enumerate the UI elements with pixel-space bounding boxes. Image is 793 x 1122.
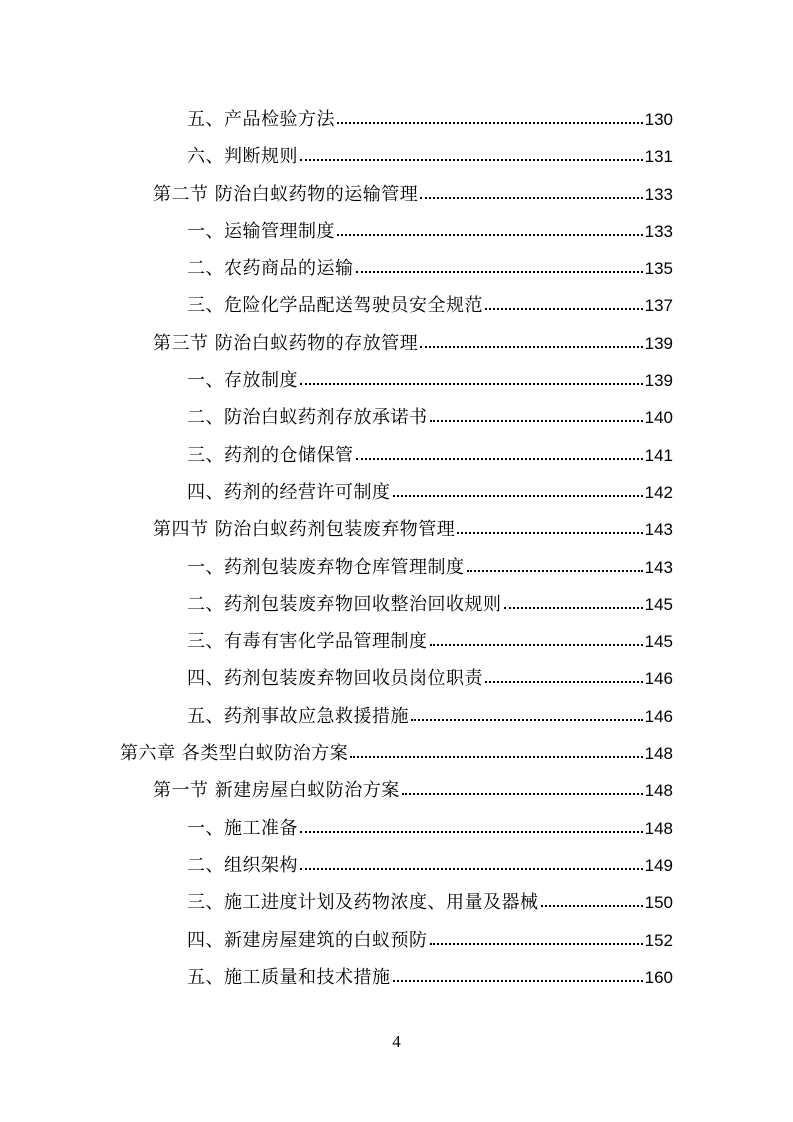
toc-entry[interactable]: [0, 101, 793, 138]
toc-entry-label: 三、有毒有害化学品管理制度: [187, 631, 428, 653]
toc-entry[interactable]: [0, 884, 793, 921]
toc-entry-page: 145: [644, 594, 673, 614]
toc-entry-page: 148: [644, 781, 673, 801]
toc-entry-label: 三、危险化学品配送驾驶员安全规范: [187, 295, 483, 317]
toc-entry-page: 143: [644, 520, 673, 540]
toc-entry-label: 二、组织架构: [187, 854, 298, 876]
toc-entry[interactable]: [0, 399, 793, 436]
toc-entry-label: 第一节 新建房屋白蚁防治方案: [153, 780, 400, 802]
dot-leader: [457, 530, 642, 534]
toc-entry-page: 133: [644, 184, 673, 204]
dot-leader: [356, 269, 643, 273]
toc-entry[interactable]: [0, 772, 793, 809]
toc-entry[interactable]: [0, 549, 793, 586]
toc-entry-page: 148: [644, 818, 673, 838]
toc-entry-page: 130: [644, 110, 673, 129]
dot-leader: [430, 642, 643, 646]
dot-leader: [350, 754, 642, 758]
toc-entry-label: 一、药剂包装废弃物仓库管理制度: [187, 556, 465, 578]
toc-entry-label: 第六章 各类型白蚁防治方案: [120, 743, 349, 765]
toc-entry-page: 160: [644, 967, 673, 987]
dot-leader: [430, 418, 643, 422]
toc-entry-page: 146: [644, 706, 673, 726]
dot-leader: [393, 493, 643, 497]
dot-leader: [485, 306, 643, 310]
toc-entry[interactable]: [0, 437, 793, 474]
dot-leader: [300, 866, 643, 870]
toc-entry[interactable]: [0, 474, 793, 511]
dot-leader: [541, 903, 643, 907]
dot-leader: [337, 232, 643, 236]
dot-leader: [402, 791, 643, 795]
toc-entry-label: 二、药剂包装废弃物回收整治回收规则: [187, 593, 502, 615]
toc-entry[interactable]: [0, 735, 793, 772]
toc-entry-page: 133: [644, 221, 673, 241]
toc-entry[interactable]: [0, 586, 793, 623]
toc-entry[interactable]: [0, 660, 793, 697]
dot-leader: [420, 344, 642, 348]
toc-entry-page: 141: [644, 445, 673, 465]
toc-entry[interactable]: [0, 325, 793, 362]
toc-entry[interactable]: [0, 138, 793, 175]
toc-entry-page: 142: [644, 482, 673, 502]
dot-leader: [300, 157, 643, 161]
toc-entry[interactable]: [0, 511, 793, 548]
toc-entry[interactable]: [0, 362, 793, 399]
toc-entry-label: 一、运输管理制度: [187, 220, 335, 242]
toc-entry[interactable]: [0, 250, 793, 287]
toc-entry[interactable]: [0, 922, 793, 959]
toc-entry-label: 第四节 防治白蚁药剂包装废弃物管理: [153, 519, 456, 541]
toc-entry-label: 五、药剂事故应急救援措施: [187, 705, 409, 727]
toc-entry-page: 135: [644, 259, 673, 279]
toc-entry[interactable]: [0, 176, 793, 213]
toc-entry-page: 148: [644, 744, 673, 764]
toc-entry-label: 一、存放制度: [187, 370, 298, 392]
toc-entry-page: 137: [644, 296, 673, 316]
toc-entry[interactable]: [0, 213, 793, 250]
toc-entry-page: 146: [644, 669, 673, 689]
dot-leader: [504, 605, 643, 609]
dot-leader: [300, 829, 643, 833]
toc-entry-page: 143: [644, 557, 673, 577]
dot-leader: [300, 381, 643, 385]
page-number: 4: [392, 1032, 401, 1051]
toc-entry-label: 六、判断规则: [187, 146, 298, 168]
toc-entry-page: 140: [644, 408, 673, 428]
toc-entry[interactable]: [0, 959, 793, 996]
dot-leader: [393, 978, 643, 982]
table-of-contents: [0, 101, 793, 996]
toc-entry-label: 四、药剂包装废弃物回收员岗位职责: [187, 668, 483, 690]
toc-entry[interactable]: [0, 287, 793, 324]
toc-entry-label: 五、产品检验方法: [187, 109, 335, 130]
dot-leader: [485, 679, 643, 683]
toc-entry-page: 152: [644, 930, 673, 950]
toc-entry-page: 149: [644, 855, 673, 875]
toc-entry-label: 第二节 防治白蚁药物的运输管理: [153, 183, 419, 205]
dot-leader: [411, 717, 643, 721]
toc-entry-label: 四、新建房屋建筑的白蚁预防: [187, 929, 428, 951]
toc-entry-page: 145: [644, 632, 673, 652]
toc-entry-label: 第三节 防治白蚁药物的存放管理: [153, 332, 419, 354]
toc-entry-label: 三、药剂的仓储保管: [187, 444, 354, 466]
toc-entry[interactable]: [0, 698, 793, 735]
toc-entry-label: 二、防治白蚁药剂存放承诺书: [187, 407, 428, 429]
toc-entry[interactable]: [0, 847, 793, 884]
toc-entry-page: 139: [644, 371, 673, 391]
dot-leader: [337, 120, 643, 124]
toc-entry-label: 二、农药商品的运输: [187, 258, 354, 280]
dot-leader: [467, 568, 643, 572]
toc-entry[interactable]: [0, 810, 793, 847]
toc-entry-page: 139: [644, 333, 673, 353]
toc-entry-label: 四、药剂的经营许可制度: [187, 481, 391, 503]
dot-leader: [420, 195, 642, 199]
dot-leader: [430, 941, 643, 945]
toc-entry-page: 131: [644, 147, 673, 167]
toc-entry-label: 五、施工质量和技术措施: [187, 966, 391, 988]
toc-entry[interactable]: [0, 623, 793, 660]
toc-entry-page: 150: [644, 893, 673, 913]
toc-entry-label: 一、施工准备: [187, 817, 298, 839]
dot-leader: [356, 456, 643, 460]
toc-entry-label: 三、施工进度计划及药物浓度、用量及器械: [187, 892, 539, 914]
